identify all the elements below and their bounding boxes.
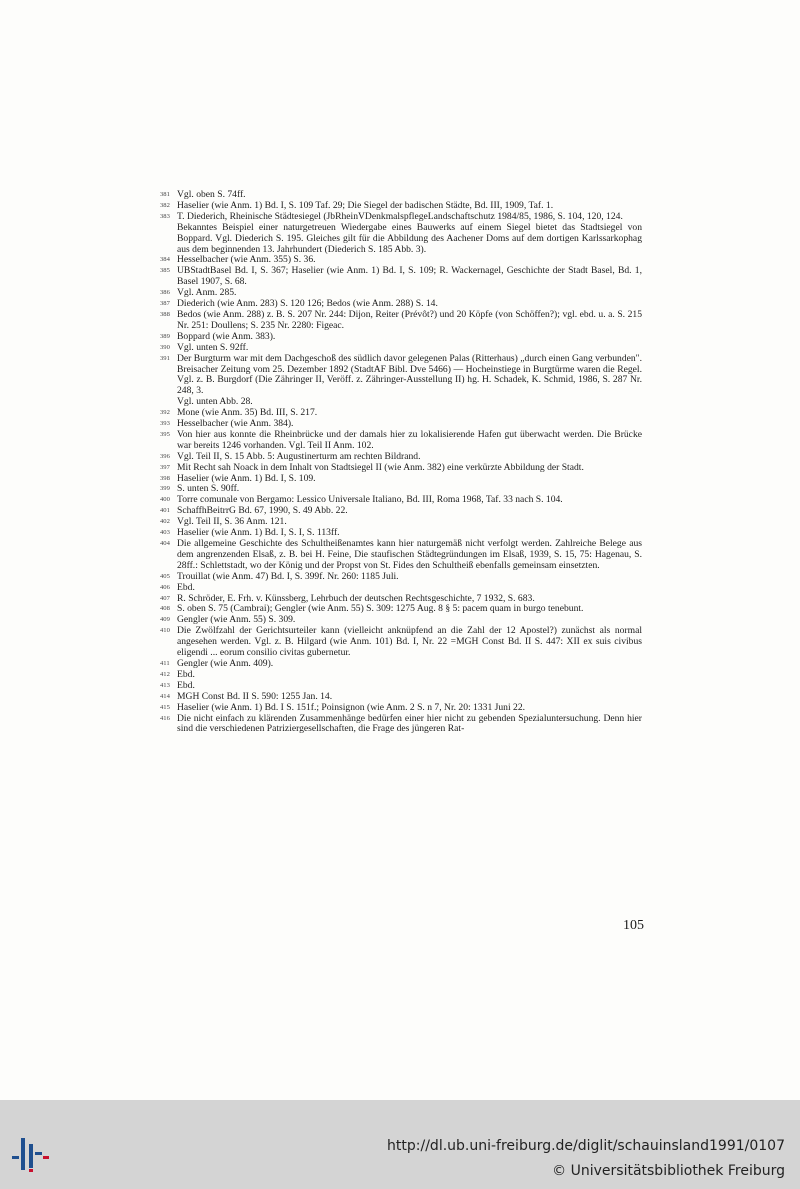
footnote-number: 381 — [160, 191, 170, 198]
footnote-text: Haselier (wie Anm. 1) Bd. I, S. 109. — [177, 472, 316, 484]
footnote — [160, 626, 642, 659]
footnote-text: Vgl. oben S. 74ff. — [177, 189, 246, 200]
footnote-number: 399 — [160, 485, 170, 493]
footnote-text: MGH Const Bd. II S. 590: 1255 Jan. 14. — [177, 690, 333, 702]
footnote-text: Die nicht einfach zu klärenden Zusammenhänge bedürfen einer hier nicht zu gebenden Spezialuntersuchung. Denn hier sind die verschiedenen Patriziergesellschaften, die Frage des jüngeren Rat- — [177, 712, 642, 735]
footnote-text: Der Burgturm war mit dem Dachgeschoß des südlich davor gelegenen Palas (Ritterhaus) „durch einen Gang verbunden". Breisacher Zeitung vom 25. Dezember 1892 (StadtAF Bibl. Dve 5466) — Hocheinstiege in Burgtürme waren die Regel. Vgl. z. B. Burgdorf (Die Zähringer II, Veröff. z. Zähringer-Ausstellung II) hg. H. Schadek, K. Schmid, 1986, S. 287 Nr. 248, 3. — [177, 352, 642, 397]
footnote-text: Vgl. Teil II, S. 36 Anm. 121. — [177, 516, 287, 528]
footnote-number: 392 — [160, 409, 170, 417]
footnote-number: 404 — [160, 540, 170, 547]
footnote-text: Mit Recht sah Noack in dem Inhalt von Stadtsiegel II (wie Anm. 382) eine verkürzte Abbildung der Stadt. — [177, 461, 584, 473]
footnote-text: Trouillat (wie Anm. 47) Bd. I, S. 399f. Nr. 260: 1185 Juli. — [177, 570, 399, 582]
ub-freiburg-logo-icon — [12, 1136, 52, 1172]
footnote-text: Haselier (wie Anm. 1) Bd. I S. 151f.; Poinsignon (wie Anm. 2 S. n 7, Nr. 20: 1331 Juni 22. — [177, 701, 526, 713]
footnote-number: 412 — [160, 670, 170, 678]
footnote — [160, 266, 642, 288]
footnote-text: Haselier (wie Anm. 1) Bd. I, S. I, S. 113ff. — [177, 527, 340, 539]
footnote-number: 402 — [160, 518, 170, 526]
footnote-text: S. oben S. 75 (Cambrai); Gengler (wie Anm. 55) S. 309: 1275 Aug. 8 § 5: pacem quam in burgo tenebunt. — [177, 603, 584, 615]
footnote-text: UBStadtBasel Bd. I, S. 367; Haselier (wie Anm. 1) Bd. I, S. 109; R. Wackernagel, Geschichte der Stadt Basel, Bd. 1, Basel 1907, S. 68. — [177, 265, 642, 288]
footnote-number: 407 — [160, 594, 170, 602]
footnote — [160, 463, 642, 474]
footnote-text: Mone (wie Anm. 35) Bd. III, S. 217. — [177, 407, 318, 419]
footnote-number: 411 — [160, 659, 170, 667]
footnote — [160, 539, 642, 572]
footnote-text: Hesselbacher (wie Anm. 384). — [177, 418, 294, 430]
footnote-text: Die Zwölfzahl der Gerichtsurteiler kann (vielleicht anknüpfend an die Zahl der 12 Apostel?) zunächst als normal angesehen werden. Vgl. z. B. Hilgard (wie Anm. 101) Bd. I, Nr. 22 =MGH Const Bd. II S. 447: XII ex suis civibus eligendi ... eorum consilio civitas gubernetur. — [177, 625, 642, 659]
footnote-text: Gengler (wie Anm. 409). — [177, 657, 274, 669]
footnote-text: Die allgemeine Geschichte des Schultheißenamtes kann hier naturgemäß nicht verfolgt werden. Zahlreiche Belege aus dem angrenzenden Elsaß, z. B. bei H. Feine, Die staufischen Städtegründungen im Elsaß, 1939, S. 15, 75: Hagenau, S. 28ff.: Schlettstadt, wo der König und der Propst von St. Fides den Schultheiß ebenfalls gemeinsam einsetzten. — [177, 538, 642, 571]
footnote-text: Haselier (wie Anm. 1) Bd. I, S. 109 Taf. 29; Die Siegel der badischen Städte, Bd. III, 1909, Taf. 1. — [177, 199, 554, 211]
footnote — [160, 310, 642, 332]
footnote-number: 415 — [160, 703, 170, 711]
footnote-number: 389 — [160, 332, 170, 340]
footnote-text: Von hier aus konnte die Rheinbrücke und der damals hier zu lokalisierende Hafen gut überwacht werden. Die Brücke war bereits 1246 vorhanden. Vgl. Teil II Anm. 102. — [177, 428, 642, 451]
footnote-number: 410 — [160, 627, 170, 635]
footnote-text: Gengler (wie Anm. 55) S. 309. — [177, 614, 296, 626]
page-number: 105 — [623, 918, 644, 933]
footnote-number: 395 — [160, 430, 170, 438]
footnote-number: 405 — [160, 572, 170, 580]
footnote-text: SchaffhBeitrrG Bd. 67, 1990, S. 49 Abb. 22. — [177, 505, 348, 517]
footnote-number: 393 — [160, 420, 170, 428]
footnote-number: 390 — [160, 343, 170, 351]
footnote-text: Vgl. unten S. 92ff. — [177, 341, 249, 353]
copyright-text: © Universitätsbibliothek Freiburg — [552, 1163, 785, 1179]
footnote-number: 385 — [160, 267, 170, 275]
footnote-text: R. Schröder, E. Frh. v. Künssberg, Lehrbuch der deutschen Rechtsgeschichte, 7 1932, S. 683. — [177, 592, 535, 604]
footnote — [160, 692, 642, 703]
footnote-text: Vgl. Teil II, S. 15 Abb. 5: Augustinerturm am rechten Bildrand. — [177, 450, 421, 462]
footnote-text: Vgl. Anm. 285. — [177, 287, 237, 299]
footnote — [160, 583, 642, 594]
footnote-number: 408 — [160, 605, 170, 613]
footnote-number: 398 — [160, 474, 170, 482]
footnote-text: Ebd. — [177, 668, 195, 680]
footnote — [160, 670, 642, 681]
footnote-number: 414 — [160, 692, 170, 700]
footnote — [160, 714, 642, 736]
footnote — [160, 354, 642, 398]
footnote-text: Bedos (wie Anm. 288) z. B. S. 207 Nr. 244: Dijon, Reiter (Prévôt?) und 20 Köpfe (von Schöffen?); vgl. ebd. u. a. S. 215 Nr. 251: Doullens; S. 235 Nr. 2280: Figeac. — [177, 308, 642, 331]
footnote-text: T. Diederich, Rheinische Städtesiegel (JbRheinVDenkmalspflegeLandschaftschutz 1984/85, 1986, S. 104, 120, 124. — [177, 210, 623, 222]
footnote-number: 388 — [160, 310, 170, 318]
footnote-text: Vgl. unten Abb. 28. — [177, 396, 253, 408]
footnote-number: 416 — [160, 714, 170, 722]
footnote-number: 382 — [160, 201, 170, 209]
footnote-number: 387 — [160, 300, 170, 308]
footnote-text: Bekanntes Beispiel einer naturgetreuen Wiedergabe eines Bauwerks auf einem Siegel bietet das Stadtsiegel von Boppard. Vgl. Diederich S. 195. Gleiches gilt für die Abbildung des Aachener Doms auf dem dortigen Karlssarkophag aus dem beginnenden 13. Jahrhundert (Diederich S. 185 Abb. 3). — [177, 221, 642, 255]
footnote — [160, 703, 642, 714]
source-url-link[interactable]: http://dl.ub.uni-freiburg.de/diglit/schauinsland1991/0107 — [387, 1138, 785, 1154]
footnote-number: 403 — [160, 529, 170, 537]
footnote — [160, 430, 642, 452]
footnotes — [160, 190, 642, 735]
footnote-text: Boppard (wie Anm. 383). — [177, 330, 276, 342]
footnote-number: 384 — [160, 256, 170, 264]
footnote — [160, 343, 642, 354]
footnote-number: 401 — [160, 507, 170, 515]
footnote-number: 406 — [160, 583, 170, 591]
footnote-number: 400 — [160, 496, 170, 504]
footnote — [160, 659, 642, 670]
footnote-number: 386 — [160, 289, 170, 297]
footnote-text: Hesselbacher (wie Anm. 355) S. 36. — [177, 254, 316, 266]
footnote-number: 409 — [160, 616, 170, 624]
footnote-number: 396 — [160, 452, 170, 460]
footnote-text: Torre comunale von Bergamo: Lessico Universale Italiano, Bd. III, Roma 1968, Taf. 33 nach S. 104. — [177, 494, 563, 506]
footnote-number: 413 — [160, 681, 170, 689]
footnote-text: S. unten S. 90ff. — [177, 483, 240, 495]
footnote-text: Ebd. — [177, 679, 195, 691]
footnote-number: 383 — [160, 212, 170, 220]
footnote-number: 397 — [160, 463, 170, 471]
footnote-number: 391 — [160, 354, 170, 362]
footnote-text: Ebd. — [177, 581, 195, 593]
footnote — [160, 223, 642, 256]
footnote — [160, 572, 642, 583]
footnote-text: Diederich (wie Anm. 283) S. 120 126; Bedos (wie Anm. 288) S. 14. — [177, 298, 438, 310]
